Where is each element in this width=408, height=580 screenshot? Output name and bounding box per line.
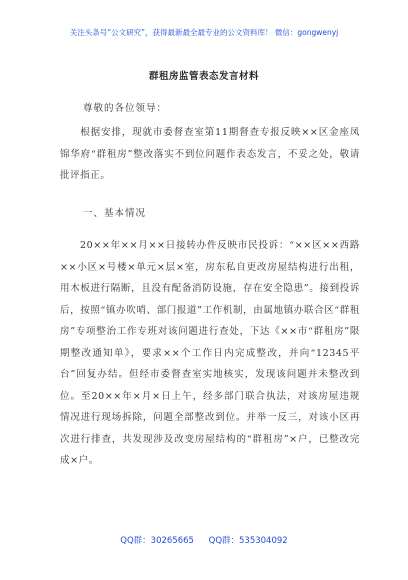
qq-group-2: QQ群：535304092 [208, 536, 288, 546]
body-paragraph [60, 235, 360, 472]
section-heading: 一、基本情况 [83, 208, 147, 219]
intro-paragraph [60, 122, 360, 187]
promo-banner-bottom [0, 534, 408, 546]
promo-banner-top: 关注头条号“公文研究”，获得最新最全最专业的公文资料库！ 微信：gongwenyj [69, 28, 339, 37]
intro-text: 根据安排，现就市委督查室第11期督查专报反映××区金座凤锦华府“群租房”整改落实不到位问题作表态发言，不妥之处，敬请批评指正。 [60, 127, 360, 181]
document-title: 群租房监管表态发言材料 [148, 71, 259, 82]
qq-group-1: QQ群：30265665 [120, 536, 194, 546]
body-text: 20××年××月××日接转办件反映市民投诉：“××区××西路××小区×号楼×单元×层×室，房东私自更改房屋结构进行出租，用木板进行隔断，且没有配备消防设施，存在安全隐患”。接到投诉后，按照“镇办吹哨、部门报道”工作机制，由属地镇办联合区“群租房”专项整治工作专班对该问题进行查处，下达《××市“群租房”限期整改通知单》，要求××个工作日内完成整改，并向“12345平台”回复办结。但经市委督查室实地核实，发现该问题并未整改到位。至20××年×月×日上午，经多部门联合执法，对该房屋违规情况进行现场拆除，问题全部整改到位。并举一反三，对该小区再次进行排查，共发现涉及改变房屋结构的“群租房”×户，已整改完成×户。 [60, 240, 360, 466]
salutation: 尊敬的各位领导： [83, 103, 168, 114]
